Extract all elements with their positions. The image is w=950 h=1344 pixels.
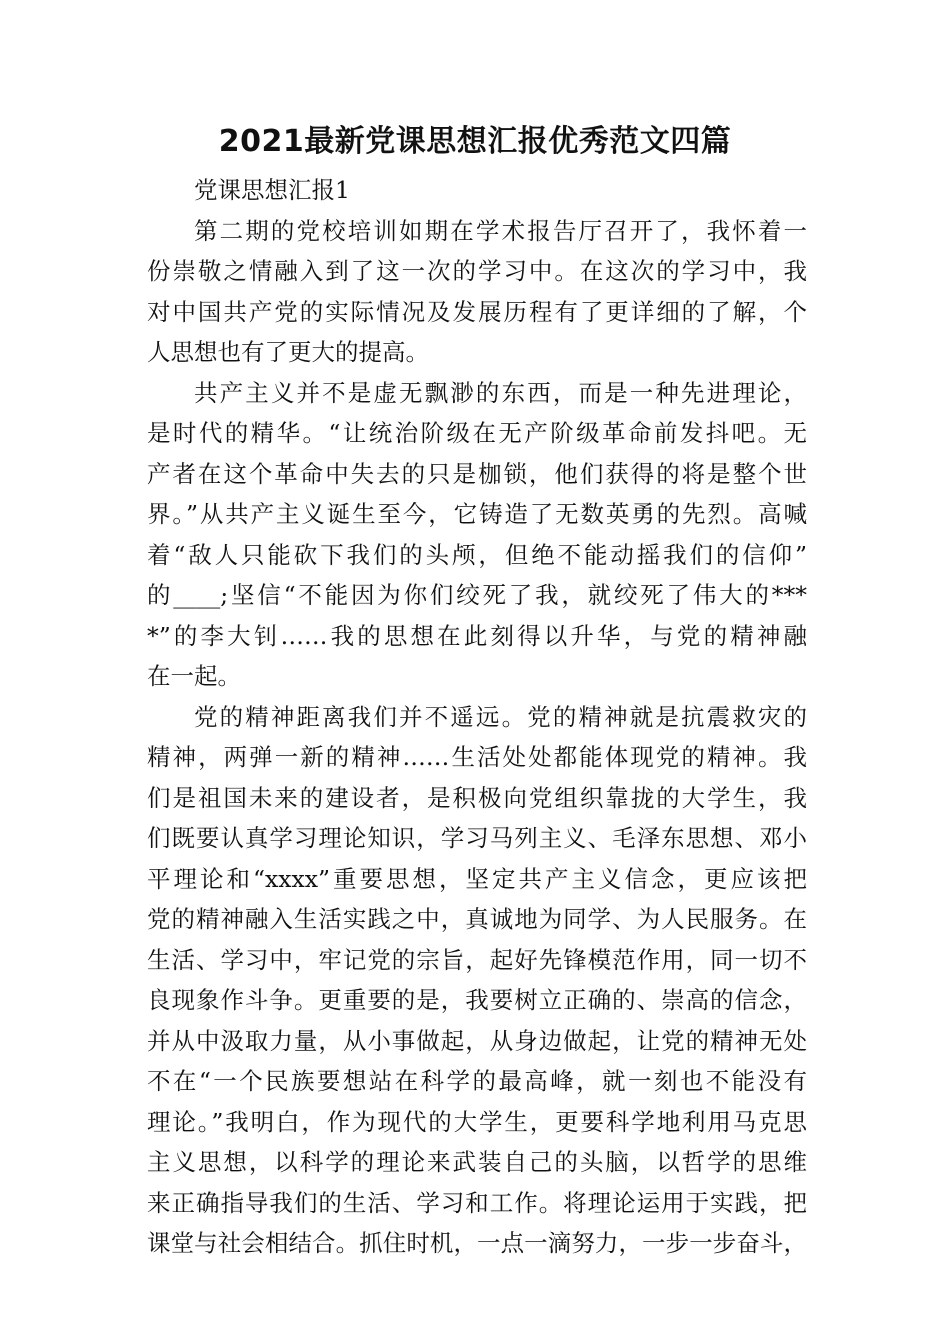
document-body	[147, 170, 807, 1264]
paragraph-line: 对中国共产党的实际情况及发展历程有了更详细的了解，个	[147, 297, 807, 326]
paragraph-line: 们既要认真学习理论知识，学习马列主义、毛泽东思想、邓小	[147, 824, 807, 852]
paragraph-line: *”的李大钊……我的思想在此刻得以升华，与党的精神融	[147, 621, 807, 650]
paragraph-line: 在一起。	[147, 662, 241, 690]
section-heading: 党课思想汇报1	[194, 176, 350, 204]
paragraph-line: 生活、学习中，牢记党的宗旨，起好先锋模范作用，同一切不	[147, 945, 807, 974]
paragraph-line: 着“敌人只能砍下我们的头颅，但绝不能动摇我们的信仰”	[147, 540, 807, 569]
paragraph-line: 党的精神距离我们并不遥远。党的精神就是抗震救灾的	[194, 702, 807, 731]
paragraph-line: 第二期的党校培训如期在学术报告厅召开了，我怀着一	[194, 216, 807, 245]
paragraph-line: 人思想也有了更大的提高。	[147, 338, 429, 366]
paragraph-line: 们是祖国未来的建设者，是积极向党组织靠拢的大学生，我	[147, 783, 807, 812]
paragraph-line: 理论。”我明白，作为现代的大学生，更要科学地利用马克思	[147, 1107, 807, 1136]
paragraph-line: 来正确指导我们的生活、学习和工作。将理论运用于实践，把	[147, 1188, 807, 1217]
paragraph-line: 界。”从共产主义诞生至今，它铸造了无数英勇的先烈。高喊	[147, 500, 807, 528]
paragraph-line: 平理论和“xxxx”重要思想，坚定共产主义信念，更应该把	[147, 864, 807, 893]
paragraph-line: 共产主义并不是虚无飘渺的东西，而是一种先进理论，	[194, 378, 807, 407]
paragraph-line: 份崇敬之情融入到了这一次的学习中。在这次的学习中，我	[147, 257, 807, 285]
paragraph-line: 主义思想，以科学的理论来武装自己的头脑，以哲学的思维	[147, 1148, 807, 1176]
document-title: 2021最新党课思想汇报优秀范文四篇	[218, 124, 732, 159]
paragraph-line: 产者在这个革命中失去的只是枷锁，他们获得的将是整个世	[147, 459, 807, 488]
paragraph-line: 课堂与社会相结合。抓住时机，一点一滴努力，一步一步奋斗，	[147, 1229, 807, 1257]
paragraph-line: 良现象作斗争。更重要的是，我要树立正确的、崇高的信念，	[147, 986, 807, 1014]
paragraph-line: 并从中汲取力量，从小事做起，从身边做起，让党的精神无处	[147, 1026, 807, 1055]
paragraph-line: 不在“一个民族要想站在科学的最高峰，就一刻也不能没有	[147, 1067, 807, 1095]
paragraph-line: 是时代的精华。“让统治阶级在无产阶级革命前发抖吧。无	[147, 419, 807, 447]
paragraph-line: 的____;坚信“不能因为你们绞死了我，就绞死了伟大的***	[147, 581, 807, 609]
paragraph-line: 党的精神融入生活实践之中，真诚地为同学、为人民服务。在	[147, 905, 807, 933]
paragraph-line: 精神，两弹一新的精神……生活处处都能体现党的精神。我	[147, 743, 807, 771]
